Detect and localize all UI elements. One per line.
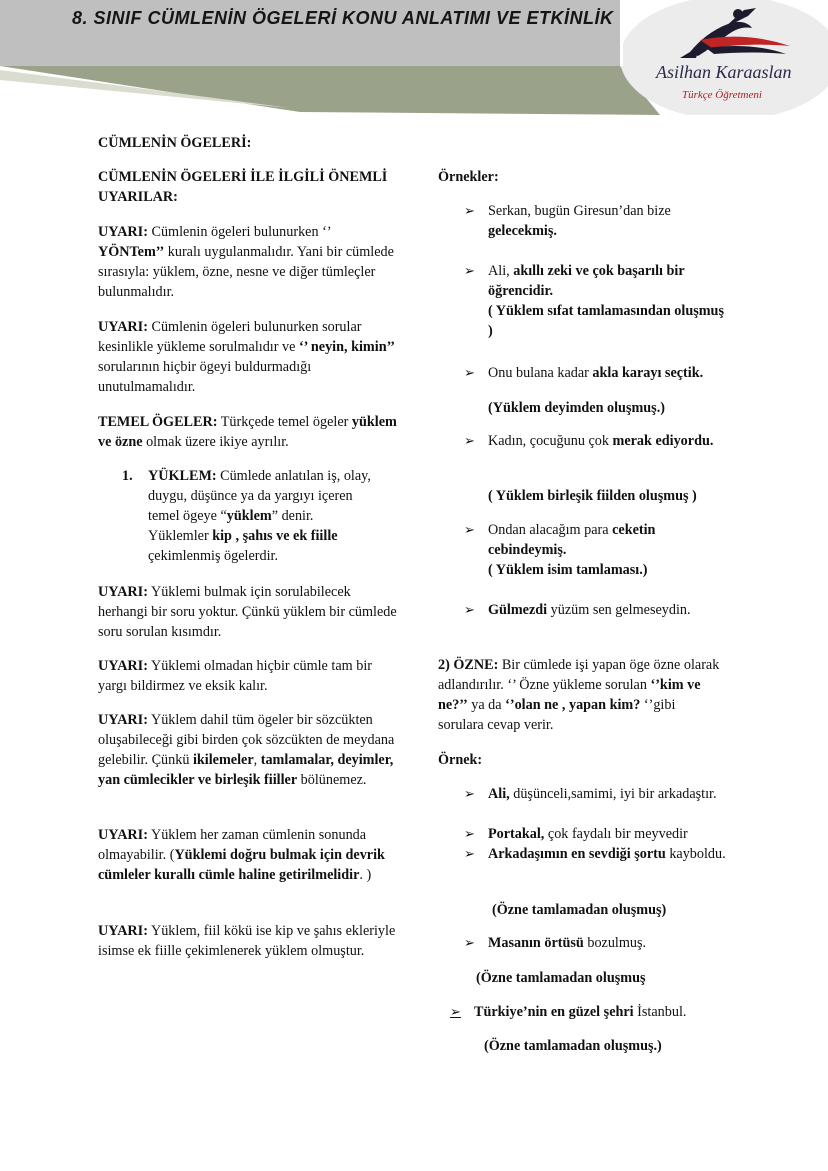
arrow-bullet-icon: ➢ [464, 602, 475, 617]
arrow-bullet-icon: ➢ [464, 263, 475, 278]
yuklem-definition: YÜKLEM: Cümlede anlatılan iş, olay, duygu, düşünce ya da yargıyı içeren temel ögeye “yüklem” denir. Yüklemler kip , şahıs ve ek fiille çekimlenmiş ögelerdir. [148, 468, 371, 564]
arrow-bullet-icon: ➢ [464, 203, 475, 218]
olive-stripe [0, 66, 660, 115]
arrow-bullet-icon: ➢ [464, 522, 475, 537]
example-4-note: ( Yüklem birleşik fiilden oluşmuş ) [488, 488, 697, 504]
ozne-note-2: (Özne tamlamadan oluşmuş [476, 970, 646, 986]
logo-subtitle: Türkçe Öğretmeni [682, 89, 762, 101]
logo-name: Asilhan Karaaslan [656, 62, 792, 82]
arrow-bullet-icon: ➢ [464, 935, 475, 950]
ozne-note-3: (Özne tamlamadan oluşmuş.) [484, 1038, 662, 1054]
page-title: 8. SINIF CÜMLENİN ÖGELERİ KONU ANLATIMI VE ETKİNLİK [72, 8, 614, 28]
warning-2: UYARI: Cümlenin ögeleri bulunurken sorular kesinlikle yükleme sorulmalıdır ve ‘’ neyin, kimin’’ sorularının hiçbir ögeyi buldurmadığı unutulmamalıdır. [98, 319, 395, 395]
arrow-bullet-icon: ➢ [464, 846, 475, 861]
warning-3: UYARI: Yüklemi bulmak için sorulabilecek herhangi bir soru yoktur. Çünkü yüklem bir cümlede soru sorulan kısımdır. [98, 584, 397, 640]
warning-1: UYARI: Cümlenin ögeleri bulunurken ‘’ YÖNTem’’ kuralı uygulanmalıdır. Yani bir cümlede sırasıyla: yüklem, özne, nesne ve diğer tümleçler bulunmalıdır. [98, 224, 394, 300]
warning-5: UYARI: Yüklem dahil tüm ögeler bir sözcükten oluşabileceği gibi birden çok sözcükten de meydana gelebilir. Çünkü ikilemeler, tamlamalar, deyimler, yan cümlecikler ve birleşik fiiller bölünemez. [98, 712, 395, 788]
arrow-bullet-icon: ➢ [464, 433, 475, 448]
arrow-bullet-icon: ➢ [464, 826, 475, 841]
warning-4: UYARI: Yüklemi olmadan hiçbir cümle tam bir yargı bildirmez ve eksik kalır. [98, 658, 372, 694]
arrow-bullet-icon: ➢ [450, 1004, 461, 1019]
section-subheading: CÜMLENİN ÖGELERİ İLE İLGİLİ ÖNEMLİ UYARILAR: [98, 169, 388, 205]
list-number: 1. [122, 468, 133, 484]
arrow-bullet-icon: ➢ [464, 365, 475, 380]
ozne-note-1: (Özne tamlamadan oluşmuş) [492, 902, 667, 918]
section-heading: CÜMLENİN ÖGELERİ: [98, 135, 252, 151]
examples-heading: Örnekler: [438, 169, 499, 185]
arrow-bullet-icon: ➢ [464, 786, 475, 801]
page-header [0, 0, 828, 115]
example-heading: Örnek: [438, 752, 483, 768]
ozne-definition: 2) ÖZNE: Bir cümlede işi yapan öge özne olarak adlandırılır. ‘’ Özne yükleme sorulan ‘’kim ve ne?’’ ya da ‘’olan ne , yapan kim? ‘’gibi sorulara cevap verir. [438, 657, 720, 733]
warning-6: UYARI: Yüklem her zaman cümlenin sonunda olmayabilir. (Yüklemi doğru bulmak için devrik cümleler kurallı cümle haline getirilmelidir. ) [98, 827, 385, 883]
example-3-note: (Yüklem deyimden oluşmuş.) [488, 400, 665, 416]
warning-7: UYARI: Yüklem, fiil kökü ise kip ve şahıs ekleriyle isimse ek fiille çekimlenerek yüklem olmuştur. [98, 923, 396, 959]
temel-ogeler: TEMEL ÖGELER: Türkçede temel ögeler yüklem ve özne olmak üzere ikiye ayrılır. [98, 414, 397, 450]
